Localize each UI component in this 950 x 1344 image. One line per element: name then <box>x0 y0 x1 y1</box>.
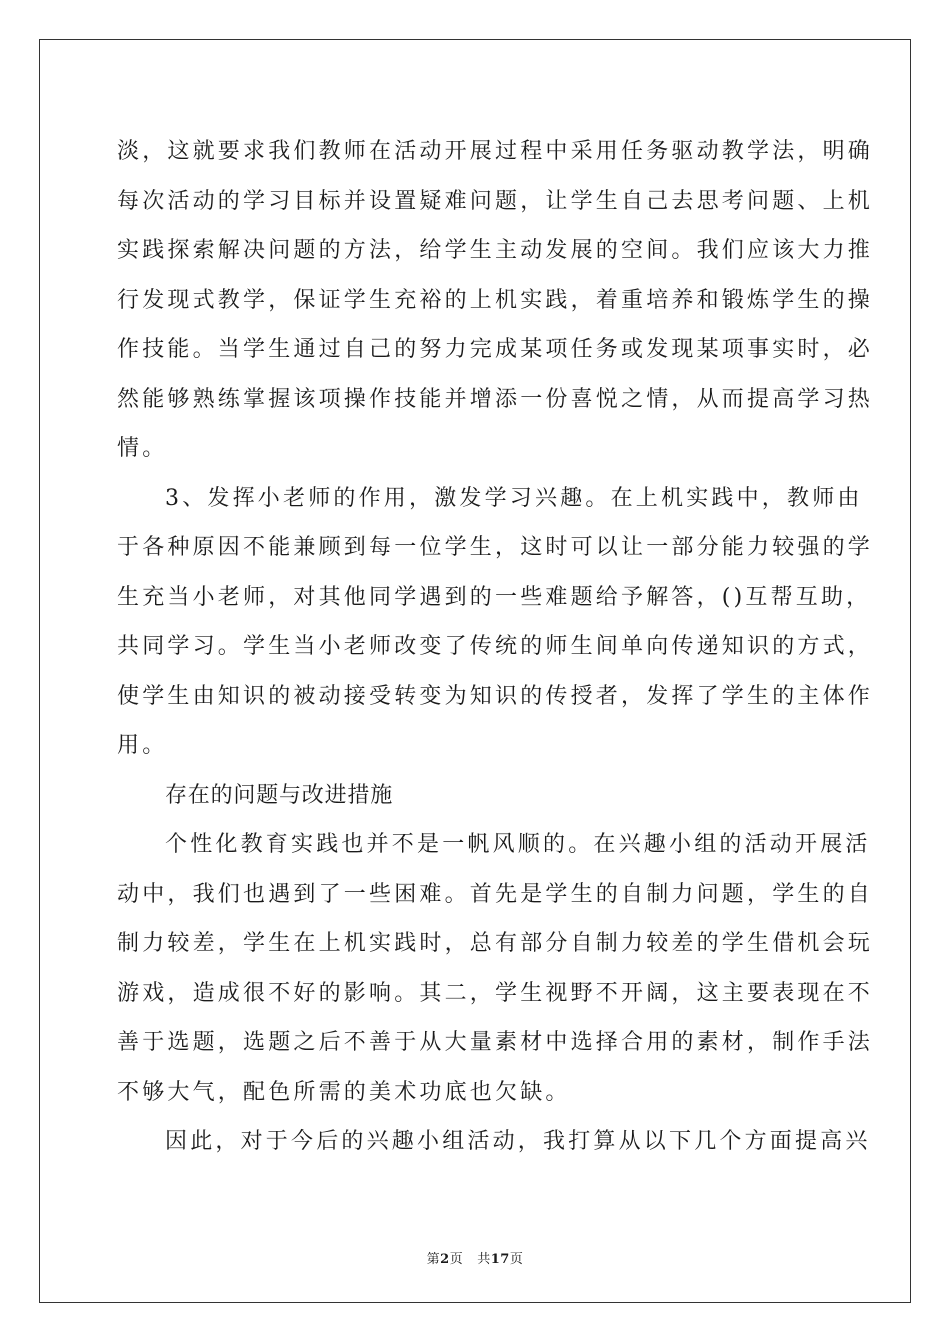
text-line: 每次活动的学习目标并设置疑难问题，让学生自己去思考问题、上机 <box>117 188 874 214</box>
text-line: 制力较差，学生在上机实践时，总有部分自制力较差的学生借机会玩 <box>117 931 874 956</box>
text-line: 实践探索解决问题的方法，给学生主动发展的空间。我们应该大力推 <box>117 238 874 263</box>
page-prefix: 第 <box>426 1252 441 1267</box>
text-line: 作技能。当学生通过自己的努力完成某项任务或发现某项事实时，必 <box>117 337 874 362</box>
total-pages: 17 <box>490 1252 510 1267</box>
text-line: 淡，这就要求我们教师在活动开展过程中采用任务驱动教学法，明确 <box>117 139 874 164</box>
page-suffix: 页 <box>449 1252 464 1267</box>
text-line: 游戏，造成很不好的影响。其二，学生视野不开阔，这主要表现在不 <box>117 980 874 1006</box>
text-line: 用。 <box>117 733 168 758</box>
paragraph-start-line: 3、发挥小老师的作用，激发学习兴趣。在上机实践中，教师由 <box>165 485 863 511</box>
text-line: 情。 <box>117 436 168 461</box>
section-heading: 存在的问题与改进措施 <box>165 782 394 808</box>
text-line: 不够大气，配色所需的美术功底也欠缺。 <box>117 1079 571 1105</box>
text-line: 生充当小老师，对其他同学遇到的一些难题给予解答，()互帮互助， <box>117 584 872 610</box>
text-line: 于各种原因不能兼顾到每一位学生，这时可以让一部分能力较强的学 <box>117 535 874 560</box>
page-number: 2 <box>440 1252 450 1267</box>
text-line: 共同学习。学生当小老师改变了传统的师生间单向传递知识的方式， <box>117 634 874 659</box>
text-line: 动中，我们也遇到了一些困难。首先是学生的自制力问题，学生的自 <box>117 881 874 907</box>
total-suffix: 页 <box>509 1252 524 1267</box>
document-body <box>117 127 874 1167</box>
page-footer <box>0 1248 950 1267</box>
text-line: 善于选题，选题之后不善于从大量素材中选择合用的素材，制作手法 <box>117 1030 874 1055</box>
text-line: 行发现式教学，保证学生充裕的上机实践，着重培养和锻炼学生的操 <box>117 287 874 313</box>
total-prefix: 共 <box>477 1252 491 1267</box>
text-line: 然能够熟练掌握该项操作技能并增添一份喜悦之情，从而提高学习热 <box>117 386 874 412</box>
paragraph-start-line: 因此，对于今后的兴趣小组活动，我打算从以下几个方面提高兴 <box>165 1129 871 1154</box>
paragraph-start-line: 个性化教育实践也并不是一帆风顺的。在兴趣小组的活动开展活 <box>165 832 871 857</box>
text-line: 使学生由知识的被动接受转变为知识的传授者，发挥了学生的主体作 <box>117 683 874 709</box>
